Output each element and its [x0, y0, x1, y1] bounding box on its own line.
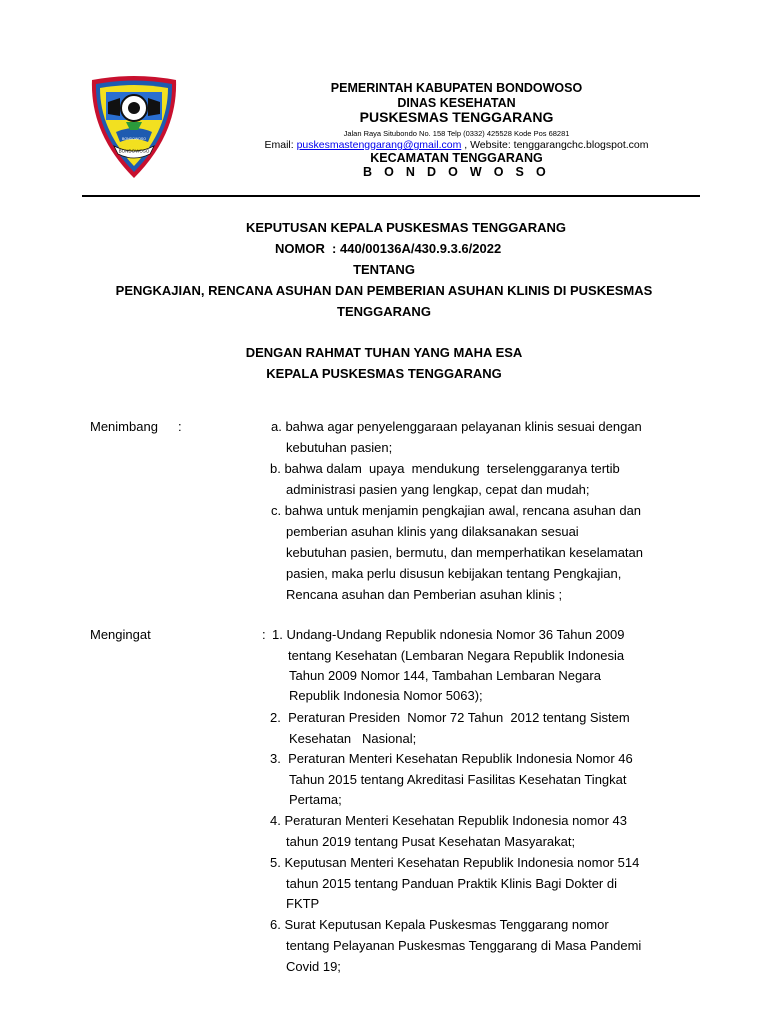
letterhead-contact [200, 139, 713, 151]
letterhead-address: Jalan Raya Situbondo No. 158 Telp (0332) 425528 Kode Pos 68281 [343, 129, 570, 138]
decree-number: NOMOR : 440/00136A/430.9.3.6/2022 [275, 241, 502, 256]
mengingat-line: FKTP [286, 896, 320, 911]
mengingat-line: Tahun 2009 Nomor 144, Tambahan Lembaran Negara [289, 668, 601, 683]
mengingat-line: 3. Peraturan Menteri Kesehatan Republik Indonesia Nomor 46 [270, 751, 633, 766]
mengingat-line: Republik Indonesia Nomor 5063); [289, 688, 483, 703]
website-text: , Website: tenggarangchc.blogspot.com [461, 139, 649, 151]
letterhead-government: PEMERINTAH KABUPATEN BONDOWOSO [330, 81, 583, 95]
menimbang-line: administrasi pasien yang lengkap, cepat dan mudah; [286, 482, 590, 497]
mengingat-line: Tahun 2015 tentang Akreditasi Fasilitas Kesehatan Tingkat [289, 772, 627, 787]
menimbang-label: Menimbang [90, 419, 158, 434]
mengingat-colon: : [262, 627, 266, 642]
mengingat-line: 4. Peraturan Menteri Kesehatan Republik Indonesia nomor 43 [270, 813, 627, 828]
letterhead-department: DINAS KESEHATAN [397, 96, 516, 110]
logo-text-top: BONDOWOSO [118, 148, 150, 154]
mengingat-line: 2. Peraturan Presiden Nomor 72 Tahun 2012 tentang Sistem [270, 710, 630, 725]
menimbang-line: pasien, maka perlu disusun kebijakan tentang Pengkajian, [286, 566, 622, 581]
email-label: Email: [264, 139, 297, 151]
menimbang-line: b. bahwa dalam upaya mendukung terselenggaranya tertib [270, 461, 620, 476]
tentang-heading: TENTANG [353, 262, 415, 277]
menimbang-line: pemberian asuhan klinis yang dilaksanakan sesuai [286, 524, 579, 539]
menimbang-line: c. bahwa untuk menjamin pengkajian awal, rencana asuhan dan [271, 503, 642, 518]
mengingat-line: tahun 2019 tentang Pusat Kesehatan Masyarakat; [286, 834, 576, 849]
letterhead-district: KECAMATAN TENGGARANG [370, 151, 543, 165]
menimbang-colon: : [178, 419, 182, 434]
email-link[interactable]: puskesmastenggarang@gmail.com [296, 139, 462, 151]
mengingat-line: 6. Surat Keputusan Kepala Puskesmas Tenggarang nomor [270, 917, 609, 932]
bondowoso-emblem-logo [86, 74, 182, 182]
menimbang-line: kebutuhan pasien, bermutu, dan memperhatikan keselamatan [286, 545, 643, 560]
logo-text-bottom: BONDOWOSO [122, 137, 146, 141]
subject-line-1: PENGKAJIAN, RENCANA ASUHAN DAN PEMBERIAN ASUHAN KLINIS DI PUSKESMAS [115, 283, 653, 298]
decree-title: KEPUTUSAN KEPALA PUSKESMAS TENGGARANG [246, 220, 566, 235]
mengingat-line: 1. Undang-Undang Republik ndonesia Nomor 36 Tahun 2009 [272, 627, 625, 642]
kepala-line: KEPALA PUSKESMAS TENGGARANG [266, 366, 502, 381]
mengingat-label: Mengingat [90, 627, 151, 642]
letterhead-city: B O N D O W O S O [363, 165, 550, 179]
letterhead-office: PUSKESMAS TENGGARANG [359, 109, 554, 125]
menimbang-line: kebutuhan pasien; [286, 440, 393, 455]
mengingat-line: Pertama; [289, 792, 342, 807]
menimbang-line: a. bahwa agar penyelenggaraan pelayanan klinis sesuai dengan [271, 419, 642, 434]
mengingat-line: tahun 2015 tentang Panduan Praktik Klinis Bagi Dokter di [286, 876, 617, 891]
mengingat-line: tentang Kesehatan (Lembaran Negara Republik Indonesia [288, 648, 625, 663]
subject-line-2: TENGGARANG [337, 304, 431, 319]
letterhead-divider [82, 195, 700, 197]
rahmat-line: DENGAN RAHMAT TUHAN YANG MAHA ESA [245, 345, 523, 360]
menimbang-line: Rencana asuhan dan Pemberian asuhan klinis ; [286, 587, 563, 602]
mengingat-line: Kesehatan Nasional; [289, 731, 417, 746]
mengingat-line: Covid 19; [286, 959, 341, 974]
mengingat-line: 5. Keputusan Menteri Kesehatan Republik Indonesia nomor 514 [270, 855, 640, 870]
mengingat-line: tentang Pelayanan Puskesmas Tenggarang di Masa Pandemi [286, 938, 642, 953]
